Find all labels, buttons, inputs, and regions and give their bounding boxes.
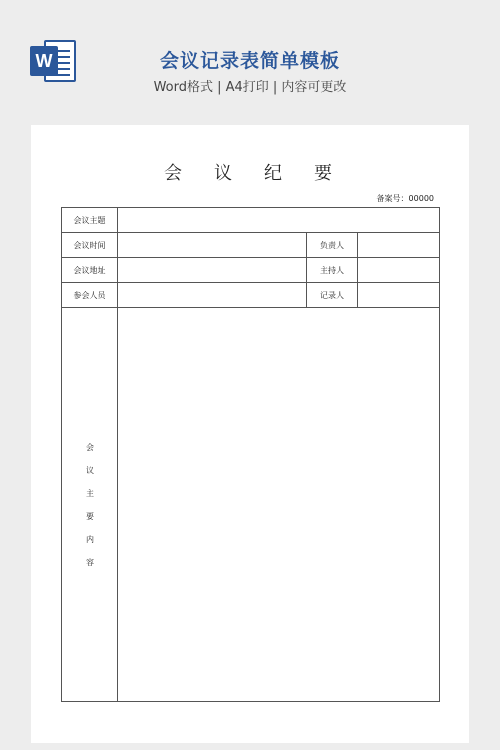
main-content-field[interactable]: [118, 308, 439, 701]
label-topic: 会议主题: [62, 208, 118, 232]
content-label-char: 主: [86, 489, 94, 498]
label-location: 会议地址: [62, 258, 118, 282]
document-title-char: 纪: [264, 163, 286, 184]
content-label-char: 议: [86, 466, 94, 475]
word-badge: W: [30, 46, 58, 76]
topic-field[interactable]: [118, 208, 439, 232]
content-label-char: 容: [86, 558, 94, 567]
time-field[interactable]: [118, 233, 306, 257]
label-time: 会议时间: [62, 233, 118, 257]
label-attendees: 参会人员: [62, 283, 118, 307]
page-subtitle: Word格式 | A4打印 | 内容可更改: [153, 80, 347, 95]
document-title-char: 要: [314, 163, 336, 184]
main-content-label: [62, 308, 118, 701]
meeting-form-table: [61, 207, 440, 702]
record-number: 备案号：00000: [376, 194, 434, 203]
content-label-char: 要: [86, 512, 94, 521]
document-title-char: 会: [164, 163, 186, 184]
form-row-location: [62, 258, 439, 283]
content-label-char: 内: [86, 535, 94, 544]
label-host: 主持人: [306, 258, 358, 282]
document-title: [31, 159, 469, 185]
label-person-in-charge: 负责人: [306, 233, 358, 257]
person-in-charge-field[interactable]: [358, 233, 439, 257]
host-field[interactable]: [358, 258, 439, 282]
label-recorder: 记录人: [306, 283, 358, 307]
header: [0, 0, 500, 120]
attendees-field[interactable]: [118, 283, 306, 307]
document-page: [31, 125, 469, 743]
document-title-char: 议: [214, 163, 236, 184]
form-row-topic: [62, 208, 439, 233]
content-label-char: 会: [86, 443, 94, 452]
page-title: 会议记录表简单模板: [159, 50, 340, 72]
location-field[interactable]: [118, 258, 306, 282]
recorder-field[interactable]: [358, 283, 439, 307]
form-row-attendees: [62, 283, 439, 308]
form-row-time: [62, 233, 439, 258]
